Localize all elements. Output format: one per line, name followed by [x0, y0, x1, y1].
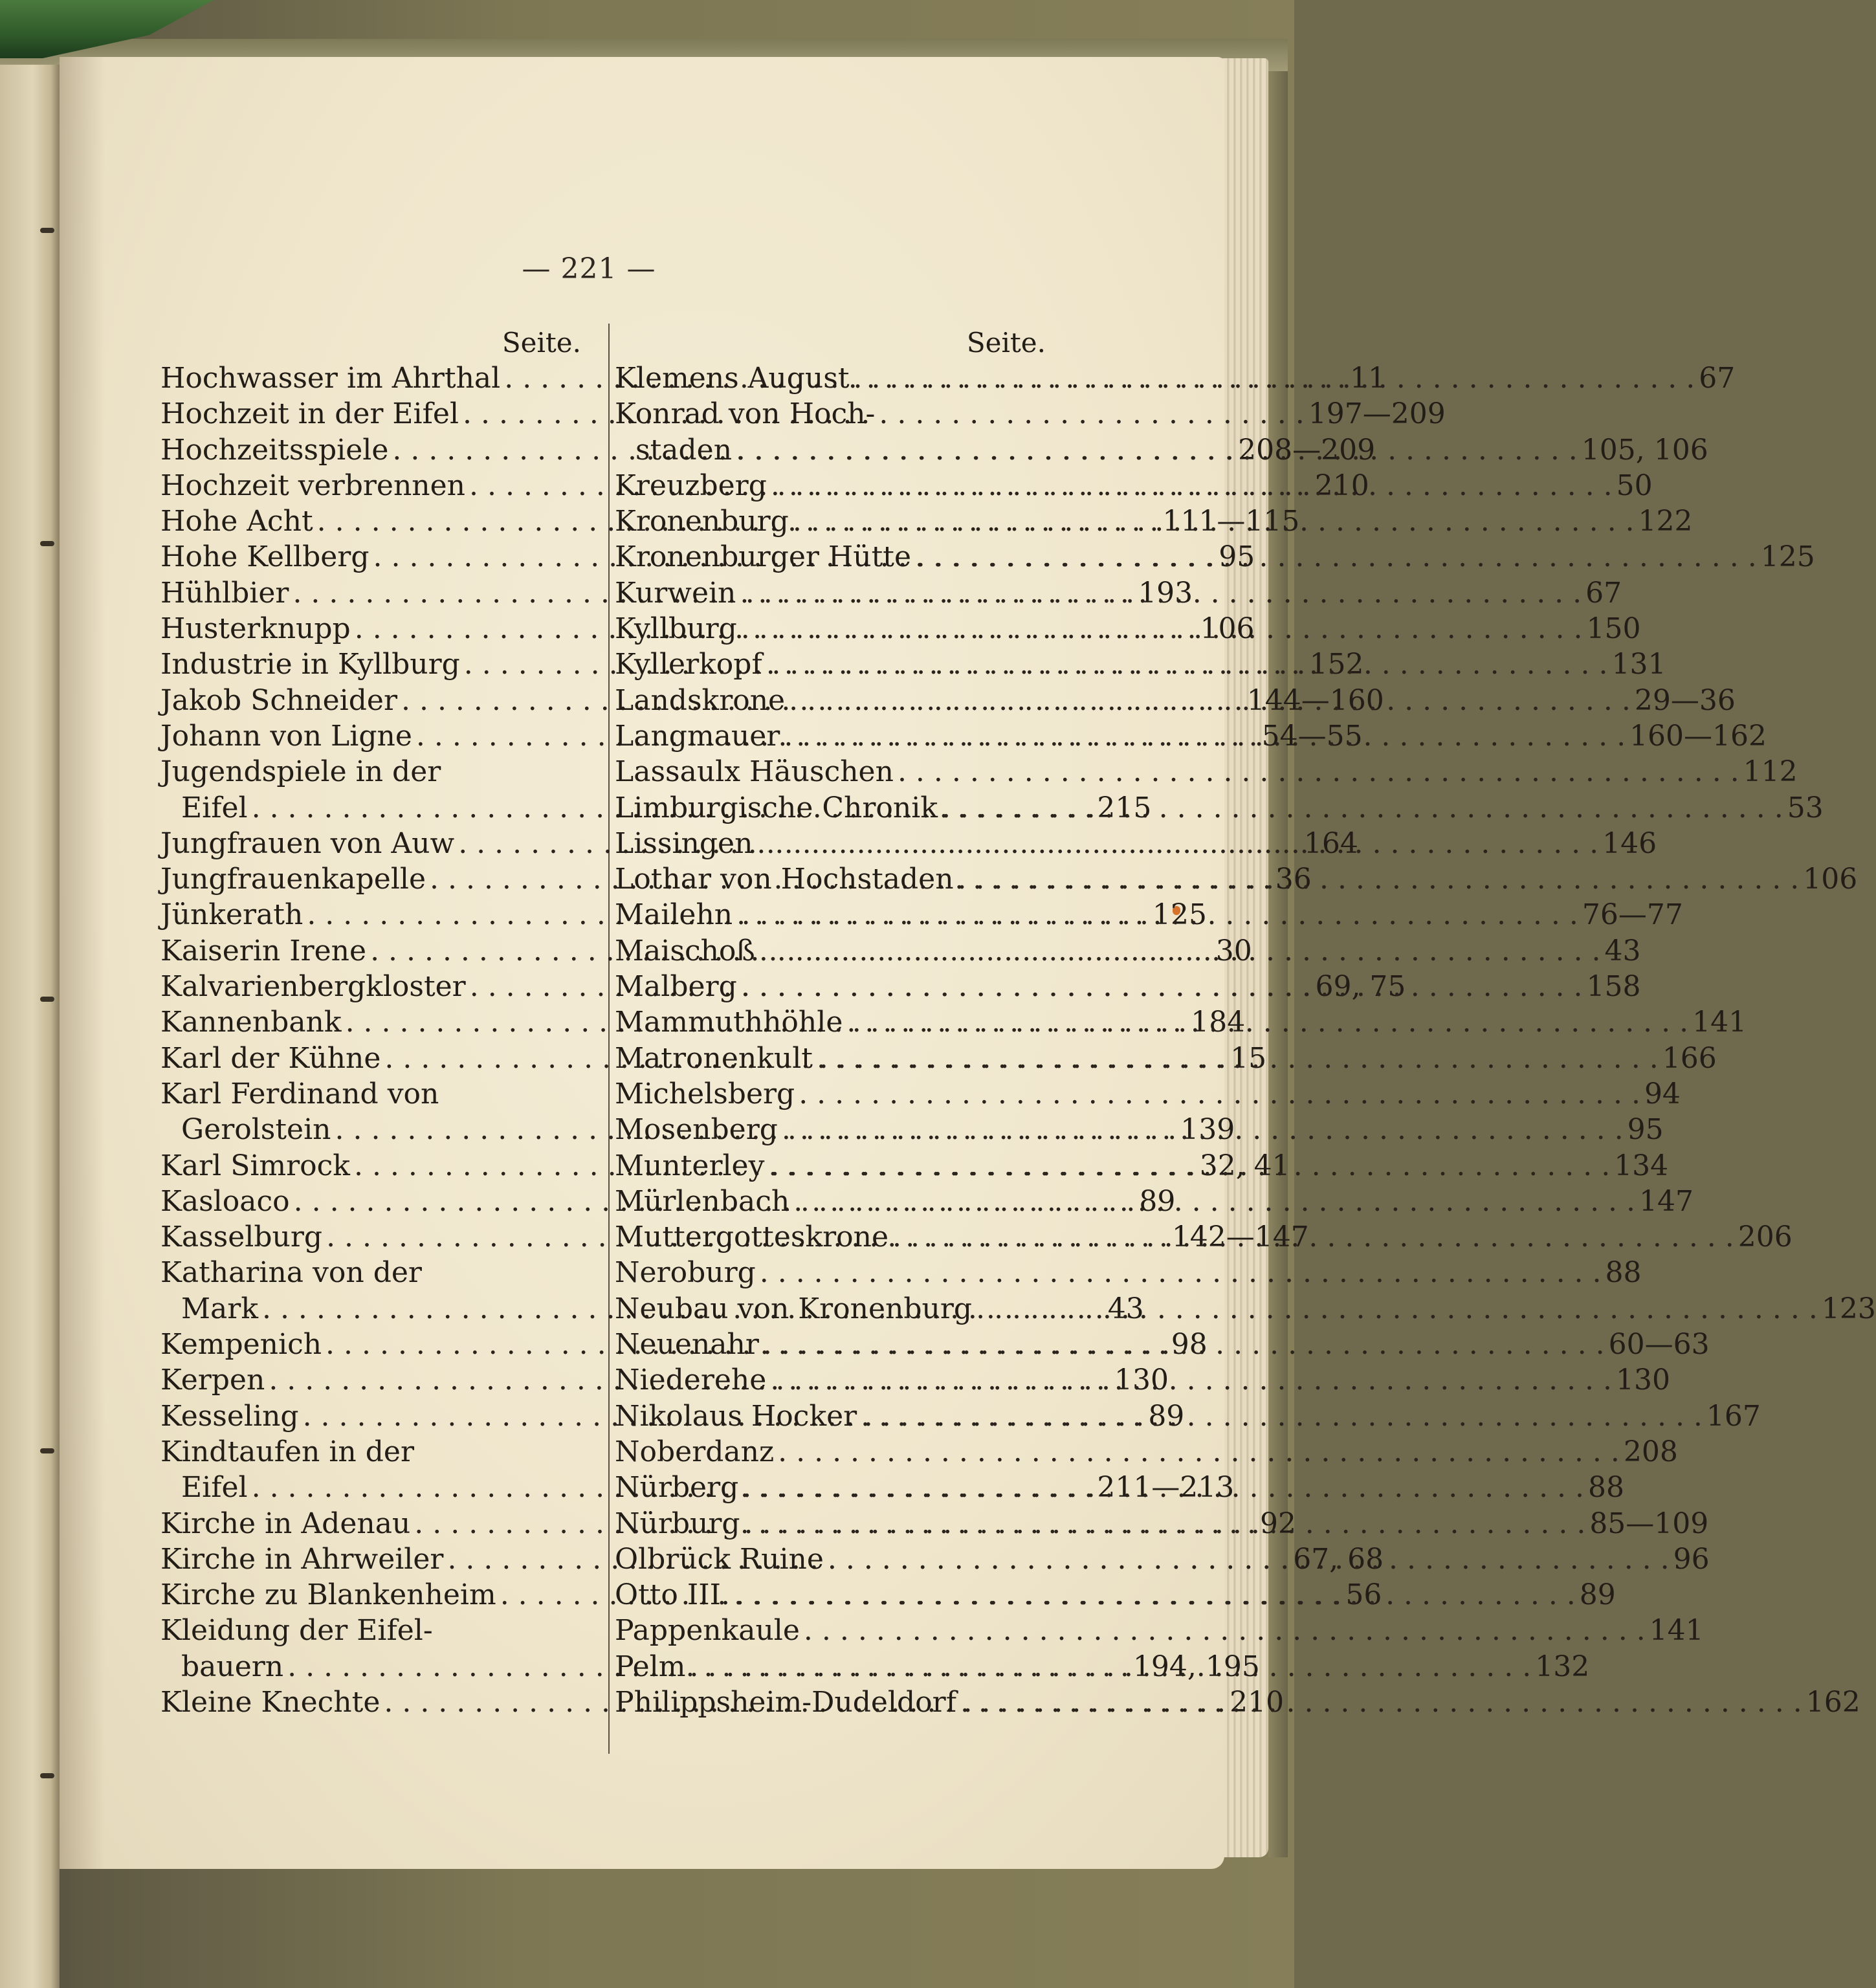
index-entry-page: 43 — [1604, 934, 1641, 967]
index-entry-page: 160—162 — [1629, 719, 1767, 753]
index-entry-term: Johann von Ligne — [160, 719, 412, 753]
index-entry-term: Hohe Acht — [160, 505, 313, 538]
margin-mark — [40, 541, 54, 546]
index-entry-page: 67 — [1699, 362, 1736, 395]
index-entry-term: Karl Simrock — [160, 1149, 350, 1182]
dot-leader — [894, 754, 1743, 790]
margin-mark — [40, 997, 54, 1002]
index-entry-term: Matronenkult — [615, 1041, 813, 1075]
index-entry-term: Husterknupp — [160, 612, 351, 646]
index-entry-term: Philippsheim-Dudeldorf — [615, 1685, 956, 1719]
index-entry-term: Kyllerkopf — [615, 648, 762, 681]
index-entry-page: 147 — [1639, 1184, 1694, 1218]
column-heading: Seite. — [502, 327, 581, 359]
index-entry-page: 123 — [1821, 1292, 1876, 1325]
index-entry-term: Kyllburg — [615, 612, 737, 646]
dot-leader — [956, 1684, 1806, 1720]
index-entry-page: 141 — [1649, 1614, 1704, 1648]
index-entry — [160, 1434, 581, 1470]
page-gutter-shadow — [60, 57, 105, 1869]
index-entry — [615, 754, 1798, 790]
index-entry-term: Neroburg — [615, 1256, 756, 1290]
index-entry-term: Jünkerath — [160, 898, 303, 932]
index-entry-page: 134 — [1614, 1149, 1669, 1182]
index-entry-term: Kleine Knechte — [160, 1685, 381, 1719]
index-entry-term: Malberg — [615, 970, 737, 1004]
dot-leader — [756, 1255, 1606, 1290]
index-entry-term: Eifel — [181, 1471, 248, 1505]
dot-leader — [938, 790, 1787, 826]
index-entry-term: Kalvarienbergkloster — [160, 970, 466, 1004]
index-entry — [615, 1613, 1704, 1648]
index-entry-term: Neuenahr — [615, 1328, 759, 1362]
index-entry-term: Muttergotteskrone — [615, 1220, 889, 1254]
index-entry-term: Pappenkaule — [615, 1614, 800, 1648]
index-entry-term: Hochzeit in der Eifel — [160, 397, 459, 431]
dot-leader — [911, 539, 1761, 575]
index-entry-term: Mammuthhöhle — [615, 1006, 843, 1039]
index-entry — [615, 1434, 1678, 1470]
index-entry-term: Kleidung der Eifel- — [160, 1614, 433, 1648]
index-entry-page: 50 — [1616, 469, 1653, 502]
dot-leader — [795, 1076, 1644, 1112]
index-entry-page: 164 — [1303, 826, 1358, 860]
index-entry-term: Maischoß — [615, 934, 755, 967]
dot-leader — [813, 1041, 1662, 1076]
dot-leader — [736, 575, 1585, 611]
index-entry-page: 89 — [1139, 1184, 1176, 1218]
index-entry-page: 53 — [1787, 791, 1824, 824]
index-entry — [615, 1255, 1642, 1290]
index-entry-term: Kaiserin Irene — [160, 934, 367, 967]
index-entry-page: 150 — [1586, 612, 1641, 646]
index-entry-term: Eifel — [181, 791, 248, 824]
index-entry-page: 106 — [1803, 863, 1858, 896]
index-entry-page: 141 — [1692, 1006, 1747, 1039]
index-entry-page: 122 — [1638, 505, 1693, 538]
index-entry-term: Nikolaus Hocker — [615, 1399, 857, 1433]
index-entry-term: Mürlenbach — [615, 1184, 790, 1218]
index-entry-page: 211—213 — [1097, 1471, 1235, 1505]
index-entry-term: Konrad von Hoch- — [615, 397, 876, 431]
index-entry-term: Neubau von Kronenburg — [615, 1292, 973, 1325]
index-entry-page: 184 — [1191, 1006, 1246, 1039]
index-entry-term: Karl der Kühne — [160, 1041, 381, 1075]
dot-leader — [972, 1291, 1822, 1327]
index-entry-page: 197—209 — [1308, 397, 1446, 431]
margin-mark — [40, 228, 54, 233]
index-entry-page: 105, 106 — [1581, 433, 1708, 467]
index-entry-term: Kirche in Adenau — [160, 1507, 411, 1540]
index-entry-term: Kasloaco — [160, 1184, 290, 1218]
index-entry-term: Jakob Schneider — [160, 683, 397, 717]
dot-leader — [759, 1327, 1609, 1362]
index-entry-term: Kirche zu Blankenheim — [160, 1578, 496, 1612]
index-entry-page: 132 — [1535, 1650, 1590, 1683]
index-entry-term: Hochzeitsspiele — [160, 433, 389, 467]
index-entry-page: 32, 41 — [1199, 1149, 1290, 1182]
index-entry-page: 88 — [1588, 1471, 1625, 1505]
index-entry-term: Nürberg — [615, 1471, 739, 1505]
index-entry-term: Kronenburg — [615, 505, 789, 538]
dot-leader — [785, 683, 1635, 718]
index-entry-page: 95 — [1219, 540, 1255, 574]
index-entry-term: Industrie in Kyllburg — [160, 648, 460, 681]
index-entry-page: 98 — [1171, 1328, 1208, 1362]
index-entry-page: 56 — [1345, 1578, 1382, 1612]
index-entry-term: Noberdanz — [615, 1435, 775, 1468]
index-entry-term: Pelm — [615, 1650, 686, 1683]
index-entry-term: Lassaulx Häuschen — [615, 755, 894, 789]
index-entry-page: 67, 68 — [1293, 1542, 1384, 1576]
column-heading: Seite. — [966, 327, 1046, 359]
index-entry-page: 158 — [1586, 970, 1641, 1004]
index-entry-page: 112 — [1743, 755, 1798, 789]
index-entry-term: Hochzeit verbrennen — [160, 469, 466, 502]
previous-page-edge — [0, 65, 60, 1988]
dot-leader — [753, 826, 1602, 861]
index-entry-page: 215 — [1097, 791, 1152, 824]
index-entry-term: Kempenich — [160, 1328, 322, 1362]
index-entry-term: Michelsberg — [615, 1077, 795, 1110]
index-entry — [160, 754, 581, 790]
page-number: — 221 — — [522, 252, 656, 285]
index-entry-term: Klemens August — [615, 362, 850, 395]
index-entry-page: 144—160 — [1246, 683, 1384, 717]
index-entry-term: Nürburg — [615, 1507, 740, 1540]
index-entry-page: 76—77 — [1582, 898, 1683, 932]
dot-leader — [789, 1184, 1639, 1219]
index-entry-page: 88 — [1605, 1256, 1642, 1290]
index-entry-page: 194, 195 — [1132, 1650, 1260, 1683]
index-entry-page: 162 — [1805, 1685, 1860, 1719]
index-entry-term: Otto III. — [615, 1578, 731, 1612]
index-entry-term: Munterley — [615, 1149, 765, 1182]
index-entry-term: Olbrück Ruine — [615, 1542, 824, 1576]
dot-leader — [685, 1649, 1535, 1684]
dot-leader — [764, 1148, 1614, 1184]
dot-leader — [850, 360, 1699, 396]
index-entry-term: Kasselburg — [160, 1220, 323, 1254]
index-entry-page: 208—209 — [1238, 433, 1376, 467]
index-entry-term: Kurwein — [615, 576, 736, 610]
index-entry-term: Jungfrauenkapelle — [160, 863, 426, 896]
index-entry-page: 92 — [1260, 1507, 1297, 1540]
dot-leader — [740, 1506, 1590, 1541]
index-entry-term: Mailehn — [615, 898, 733, 932]
index-entry-term: Hühlbier — [160, 576, 289, 610]
index-entry-page: 208 — [1623, 1435, 1678, 1468]
index-entry-term: Jugendspiele in der — [160, 755, 441, 789]
index-entry-term: Karl Ferdinand von — [160, 1077, 439, 1110]
index-entry-page: 96 — [1673, 1542, 1710, 1576]
index-entry-page: 69, 75 — [1315, 970, 1406, 1004]
dot-leader — [888, 1219, 1738, 1255]
index-entry — [615, 1362, 1670, 1398]
index-entry-term: Niederehe — [615, 1364, 767, 1397]
index-entry-page: 125 — [1153, 898, 1208, 932]
index-entry-term: Lothar von Hochstaden — [615, 863, 954, 896]
index-entry-page: 193 — [1138, 576, 1193, 610]
index-entry-term: Kesseling — [160, 1399, 299, 1433]
index-entry-term: staden — [635, 433, 733, 467]
dot-leader — [789, 503, 1639, 539]
index-entry — [615, 396, 1055, 432]
index-entry-term: Limburgische Chronik — [615, 791, 938, 824]
index-entry-page: 146 — [1602, 826, 1657, 860]
index-entry-page: 167 — [1706, 1399, 1761, 1433]
index-entry-page: 210 — [1230, 1685, 1285, 1719]
dot-leader — [824, 1541, 1673, 1577]
index-entry-page: 29—36 — [1634, 683, 1736, 717]
dot-leader — [733, 897, 1582, 933]
index-entry-term: Katharina von der — [160, 1256, 422, 1290]
dot-leader — [800, 1613, 1650, 1648]
dot-leader — [778, 1112, 1628, 1147]
index-entry — [160, 1076, 581, 1112]
index-entry-page: 67 — [1585, 576, 1622, 610]
index-entry-page: 89 — [1579, 1578, 1616, 1612]
margin-mark — [40, 1448, 54, 1453]
dot-leader — [767, 468, 1617, 503]
index-entry-page: 125 — [1760, 540, 1815, 574]
index-entry-term: Kerpen — [160, 1364, 265, 1397]
index-entry-term: Lissingen — [615, 826, 753, 860]
index-entry-page: 210 — [1314, 469, 1369, 502]
dot-leader — [843, 1004, 1692, 1040]
margin-mark — [40, 1773, 54, 1778]
index-entry-term: Kindtaufen in der — [160, 1435, 414, 1468]
index-entry-term: bauern — [181, 1650, 284, 1683]
index-entry — [160, 1255, 581, 1290]
dot-leader — [762, 646, 1612, 682]
index-entry-page: 130 — [1114, 1364, 1169, 1397]
index-entry-page: 94 — [1644, 1077, 1681, 1110]
index-entry-page: 11 — [1349, 362, 1386, 395]
dot-leader — [737, 969, 1587, 1004]
index-entry-page: 152 — [1309, 648, 1364, 681]
index-entry-page: 142—147 — [1171, 1220, 1309, 1254]
index-entry-page: 15 — [1230, 1041, 1267, 1075]
index-entry-term: Kannenbank — [160, 1006, 342, 1039]
dot-leader — [766, 1362, 1616, 1398]
dot-leader — [755, 933, 1605, 969]
index-entry-term: Kirche in Ahrweiler — [160, 1542, 444, 1576]
index-entry-page: 36 — [1275, 863, 1312, 896]
dot-leader — [780, 718, 1629, 754]
dot-leader — [954, 861, 1804, 897]
index-entry-term: Landskrone — [615, 683, 786, 717]
index-entry-page: 130 — [1616, 1364, 1670, 1397]
index-entry-page: 43 — [1107, 1292, 1144, 1325]
index-entry-term: Hohe Kellberg — [160, 540, 370, 574]
index-entry-page: 89 — [1148, 1399, 1185, 1433]
index-entry-term: Kronenburger Hütte — [615, 540, 911, 574]
index-entry-page: 30 — [1215, 934, 1252, 967]
index-entry-term: Mosenberg — [615, 1113, 778, 1147]
index-entry-page: 206 — [1738, 1220, 1793, 1254]
index-entry-page: 111—115 — [1162, 505, 1300, 538]
dot-leader — [732, 432, 1582, 468]
index-entry-page: 85—109 — [1589, 1507, 1709, 1540]
dot-leader — [857, 1398, 1706, 1434]
index-entry-term: Jungfrauen von Auw — [160, 826, 455, 860]
index-entry-term: Langmauer — [615, 719, 780, 753]
dot-leader — [738, 1470, 1588, 1505]
index-entry-page: 54—55 — [1261, 719, 1363, 753]
index-entry-page: 131 — [1611, 648, 1666, 681]
index-entry — [160, 1613, 581, 1648]
index-entry-page: 106 — [1200, 612, 1255, 646]
index-entry-term: Gerolstein — [181, 1113, 331, 1147]
index-entry — [615, 1076, 1681, 1112]
dot-leader — [730, 1577, 1580, 1613]
index-entry-term: Hochwasser im Ahrthal — [160, 362, 501, 395]
index-entry-page: 139 — [1180, 1113, 1235, 1147]
index-entry-page: 95 — [1627, 1113, 1664, 1147]
index-entry-page: 60—63 — [1608, 1328, 1710, 1362]
index-entry-term: Kreuzberg — [615, 469, 767, 502]
dot-leader — [737, 611, 1587, 646]
index-entry-term: Mark — [181, 1292, 258, 1325]
index-entry-page: 166 — [1662, 1041, 1717, 1075]
dot-leader — [774, 1434, 1624, 1470]
